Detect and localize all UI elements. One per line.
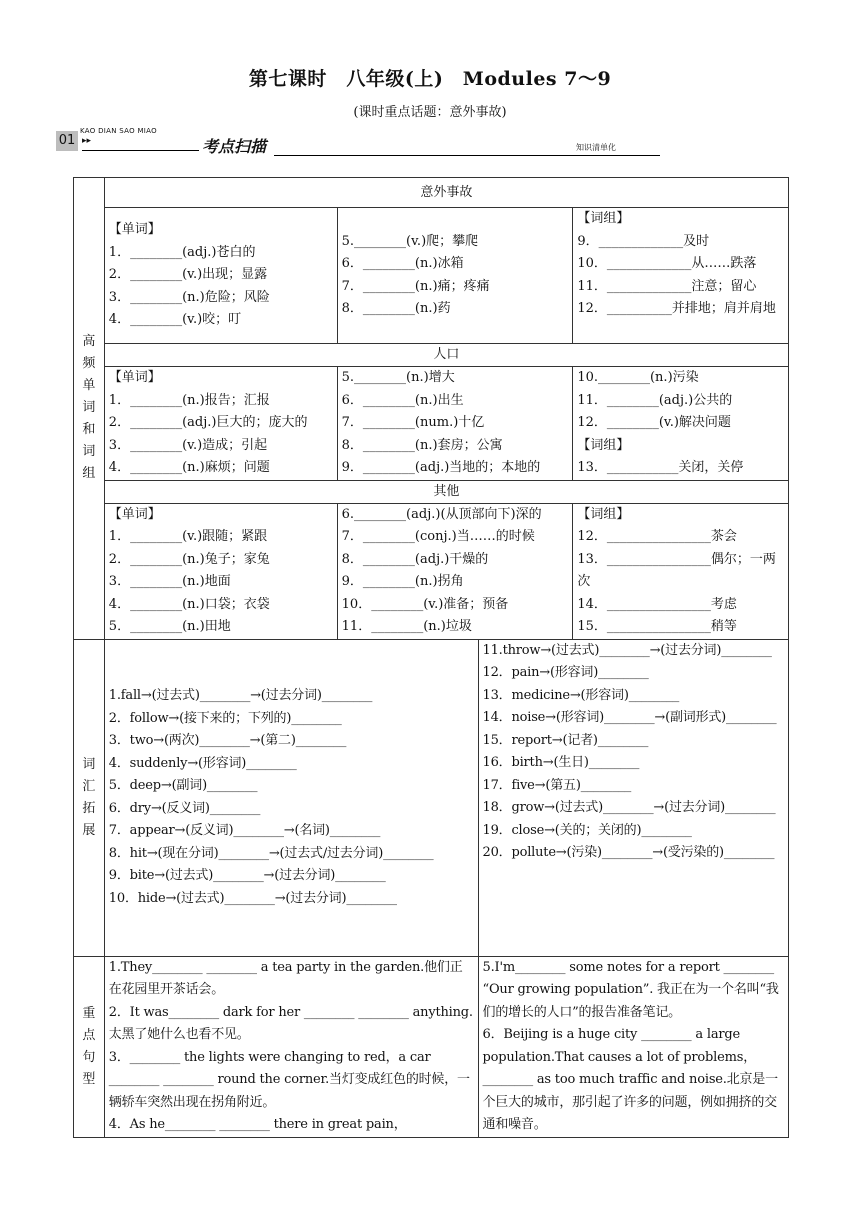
population-words-col3: 10.________(n.)污染 11．________(adj.)公共的 12．________(v.)解决问题 【词组】 13．___________关闭，关停 [573, 367, 789, 481]
section-tagline: 知识清单化 [576, 143, 616, 152]
page-title: 第七课时 八年级(上) Modules 7～9 [248, 68, 612, 90]
banner-underline [274, 155, 660, 156]
section-label: 考点扫描 [202, 137, 267, 156]
others-phrases-col3: 【词组】 12．________________茶会 13．________________偶尔；一两次 14．________________考虑 15．________________稍等 [573, 503, 789, 639]
others-words-col1: 【单词】 1．________(v.)跟随；紧跟 2．________(n.)兔子；家兔 3．________(n.)地面 4．________(n.)口袋；衣袋 5．________(n.)田地 [104, 503, 337, 639]
others-words-col2: 6.________(adj.)(从顶部向下)深的 7．________(conj.)当……的时候 8．________(adj.)干燥的 9．________(n.)拐角 10．________(v.)准备；预备 11．________(n.)垃圾 [337, 503, 573, 639]
side-label-vocab: 高 频 单 词 和 词 组 [74, 178, 105, 640]
accident-words-col1: 【单词】 1．________(adj.)苍白的 2．________(v.)出现；显露 3．________(n.)危险；风险 4．________(v.)咬；叮 [104, 208, 337, 344]
banner-divider [82, 150, 199, 151]
population-words-col1: 【单词】 1．________(n.)报告；汇报 2．________(adj.)巨大的；庞大的 3．________(v.)造成；引起 4．________(n.)麻烦；问题 [104, 367, 337, 481]
expansion-right: 11.throw→(过去式)________→(过去分词)________ 12．pain→(形容词)________ 13．medicine→(形容词)________ 14．noise→(形容词)________→(副词形式)________ 15．report→(记者)________ 16．birth→(生日)________ 17．five→(第五)________ 18．grow→(过去式)________→(过去分词)________ 19．close→(关的；关闭的)________ 20．pollute→(污染)________→(受污染的)________ [478, 639, 788, 956]
page-subtitle: (课时重点话题：意外事故) [353, 105, 507, 120]
sentences-left: 1.They________ ________ a tea party in the garden.他们正在花园里开茶话会。 2．It was________ dark for her ________ ________ anything.太黑了她什么也看不见。 3．________ the lights were changing to red，a car ________ ________ round the corner.当灯变成红色的时候，一辆轿车突然出现在拐角附近。 4．As he________ ________ there in great pain， [104, 956, 478, 1137]
others-header: 其他 [104, 480, 788, 503]
population-header: 人口 [104, 344, 788, 367]
population-words-col2: 5.________(n.)增大 6．________(n.)出生 7．________(num.)十亿 8．________(n.)套房；公寓 9．________(adj.)当地的；本地的 [337, 367, 573, 481]
accident-words-col2: 5.________(v.)爬；攀爬 6．________(n.)冰箱 7．________(n.)痛；疼痛 8．________(n.)药 [337, 208, 573, 344]
accident-header: 意外事故 [104, 178, 788, 208]
side-label-sentences: 重 点 句 型 [74, 956, 105, 1137]
section-banner [56, 124, 660, 156]
section-number: 01 [56, 131, 78, 151]
sentences-right: 5.I'm________ some notes for a report ________ “Our growing population”. 我正在为一个名叫“我们的增长的人口”的报告准备笔记。 6．Beijing is a huge city ________ a large population.That causes a lot of problems，________ as too much traffic and noise.北京是一个巨大的城市，那引起了许多的问题，例如拥挤的交通和噪音。 [478, 956, 788, 1137]
expansion-left: 1.fall→(过去式)________→(过去分词)________ 2．follow→(接下来的；下列的)________ 3．two→(两次)________→(第二)________ 4．suddenly→(形容词)________ 5．deep→(副词)________ 6．dry→(反义词)________ 7．appear→(反义词)________→(名词)________ 8．hit→(现在分词)________→(过去式/过去分词)________ 9．bite→(过去式)________→(过去分词)________ 10．hide→(过去式)________→(过去分词)________ [104, 639, 478, 956]
worksheet-table [73, 177, 789, 1138]
side-label-expand: 词 汇 拓 展 [74, 639, 105, 956]
accident-phrases-col3: 【词组】 9．_____________及时 10．_____________从……跌落 11．_____________注意；留心 12．__________并排地；肩并肩地 [573, 208, 789, 344]
section-pinyin: KAO DIAN SAO MIAO [80, 127, 157, 135]
double-arrow-icon: ▸▸ [82, 136, 92, 146]
